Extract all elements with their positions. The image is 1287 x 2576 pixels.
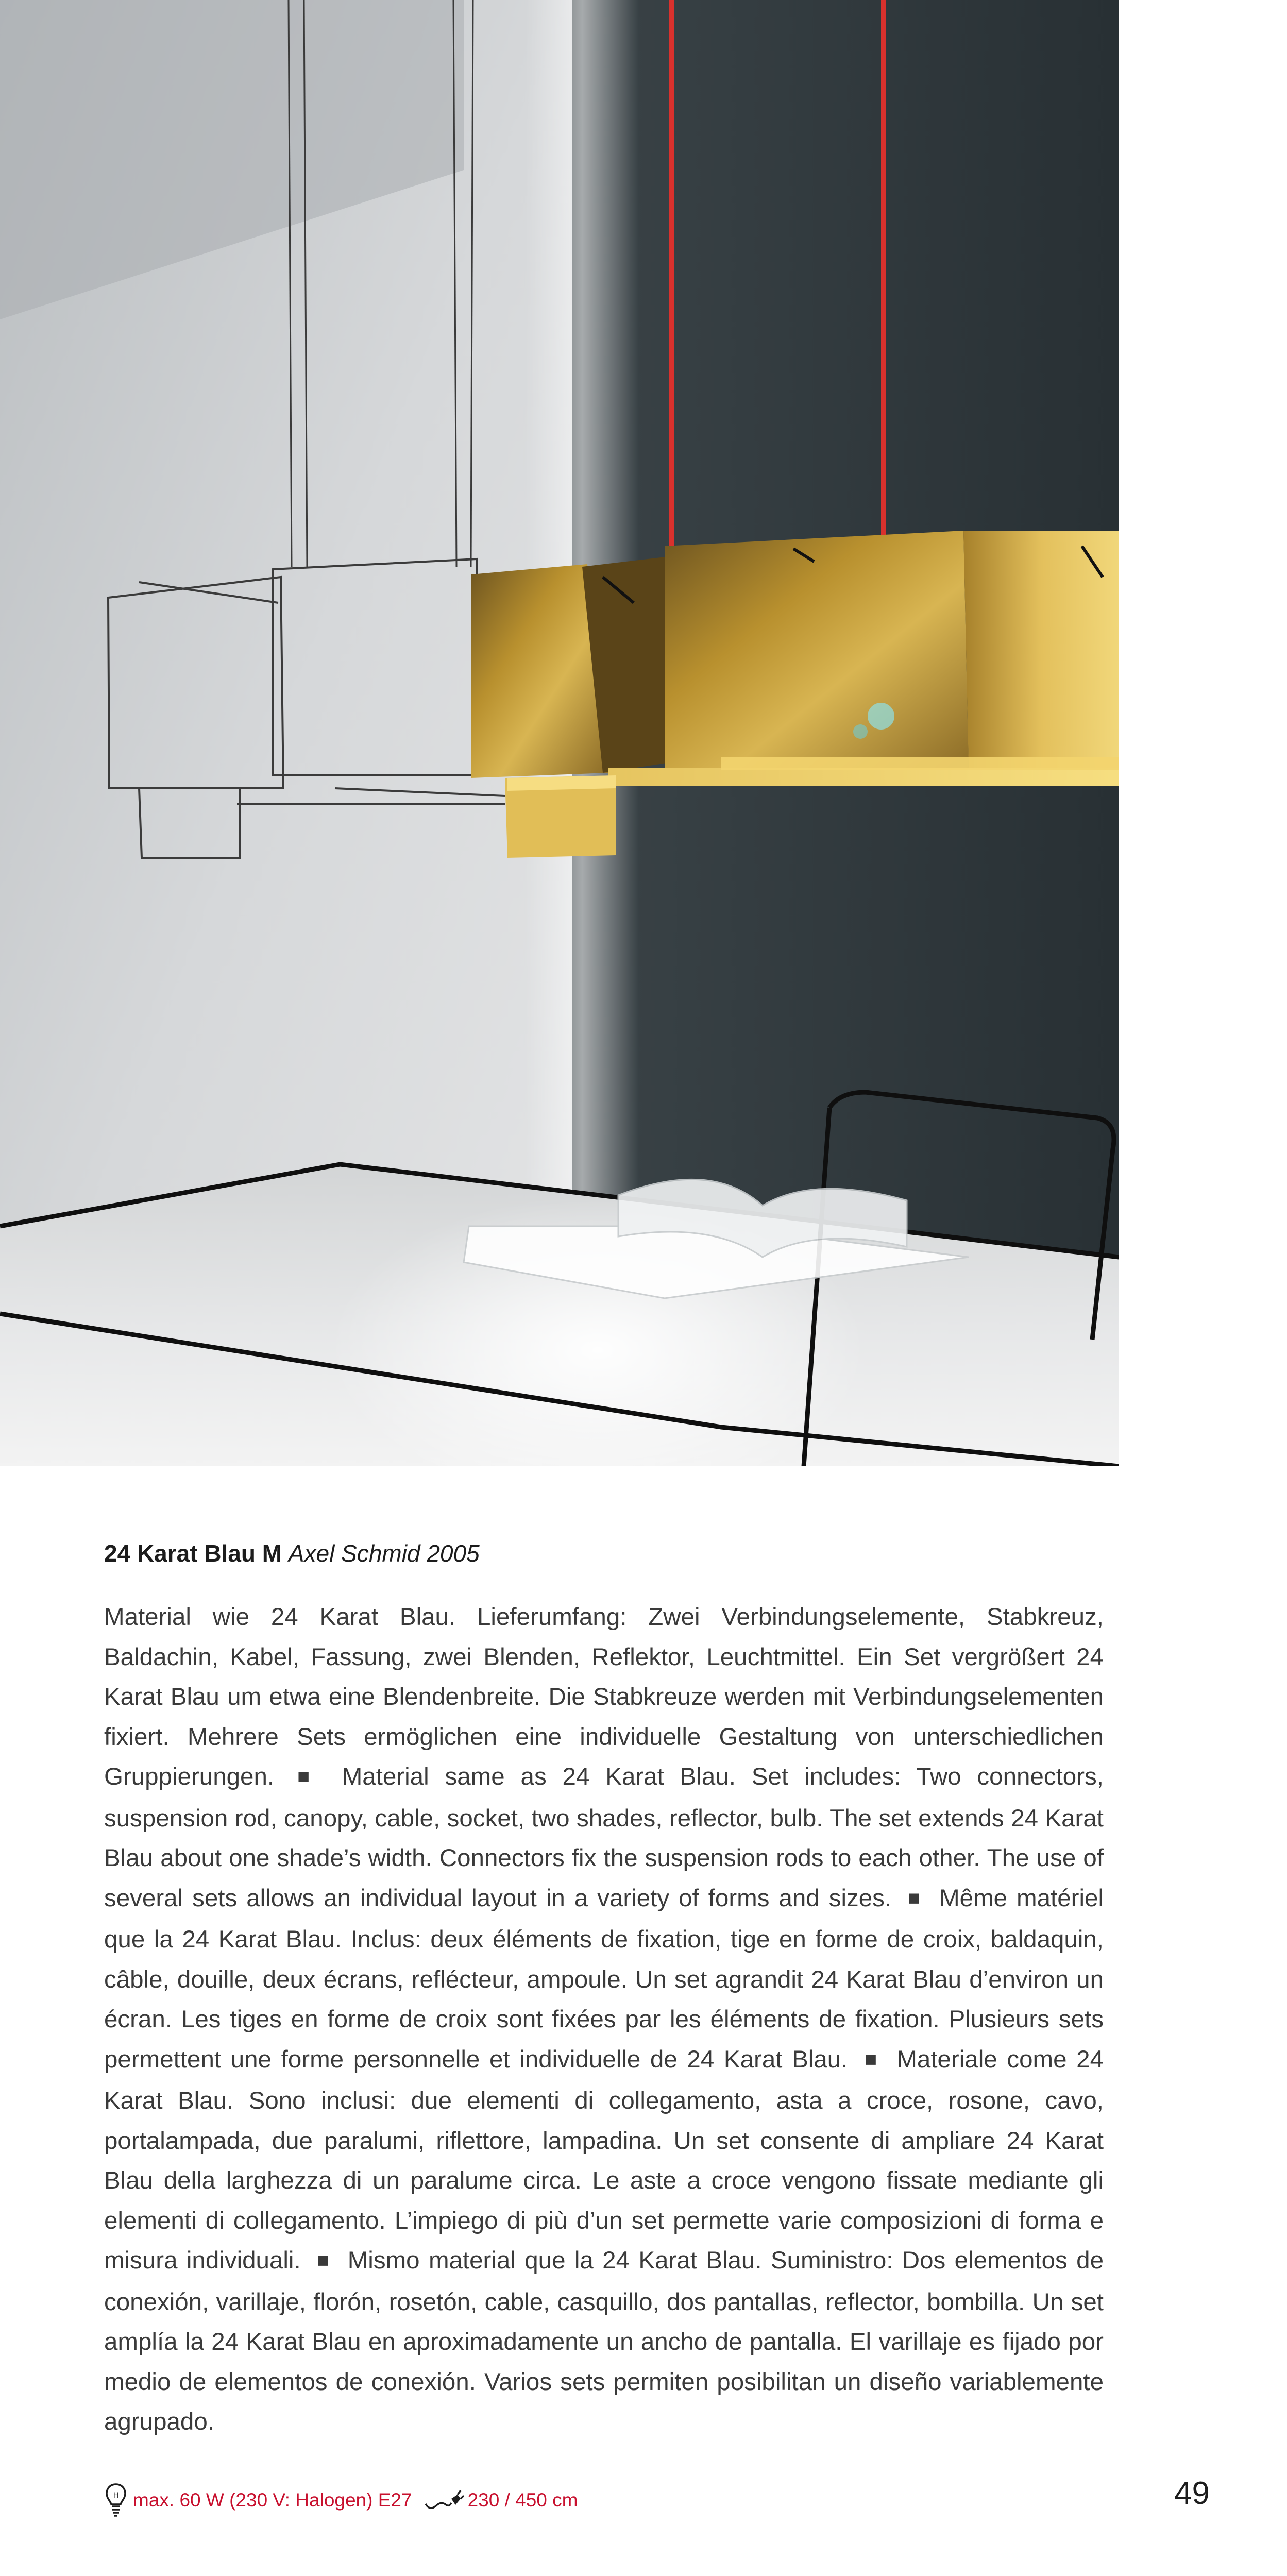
product-name: 24 Karat Blau M [104,1540,282,1567]
separator-square: ■ [317,2249,332,2272]
separator-square: ■ [908,1886,923,1909]
description-english: Material same as 24 Karat Blau. Set includes: Two connectors, suspension rod, canopy, cable, socket, two shades, reflector, bulb. The set extends 24 Karat Blau about one shade’s width. Connectors fix the suspension rods to each other. The use of several sets allows an individual layout in a variety of forms and sizes. [104,1763,1104,1912]
page-number: 49 [1174,2476,1210,2511]
lightbulb-icon [104,2482,128,2518]
separator-square: ■ [297,1765,319,1788]
description-german: Material wie 24 Karat Blau. Lieferumfang: Zwei Verbindungselemente, Stabkreuz, Baldachin, Kabel, Fassung, zwei Blenden, Reflektor, Leuchtmittel. Ein Set vergrößert 24 Karat Blau um etwa eine Blendenbreite. Die Stabkreuze werden mit Verbindungselementen fixiert. Mehrere Sets ermöglichen eine individuelle Gestaltung von unterschiedlichen Gruppierungen. [104,1603,1104,1790]
product-description [104,1597,1104,2442]
product-designer: Axel Schmid 2005 [288,1540,480,1567]
product-photo [0,0,1119,1466]
wattage-spec: max. 60 W (230 V: Halogen) E27 [133,2489,412,2511]
separator-square: ■ [865,2047,880,2071]
product-title [104,1538,1134,1569]
description-french: Même matériel que la 24 Karat Blau. Inclus: deux éléments de fixation, tige en forme de croix, baldaquin, câble, douille, deux écrans, reflécteur, ampoule. Un set agrandit 24 Karat Blau d’environ un écran. Les tiges en forme de croix sont fixées par les éléments de fixation. Plusieurs sets permettent une forme personnelle et individuelle de 24 Karat Blau. [104,1884,1104,2073]
cable-plug-icon [424,2487,464,2513]
svg-text:H: H [113,2492,119,2500]
cable-length-spec: 230 / 450 cm [467,2489,578,2511]
description-italian: Materiale come 24 Karat Blau. Sono inclusi: due elementi di collegamento, asta a croce, rosone, cavo, portalampada, due paralumi, riflettore, lampadina. Un set consente di ampliare 24 Karat Blau della larghezza di un paralume circa. Le aste a croce vengono fissate mediante gli elementi di collegamento. L’impiego di più d’un set permette varie composizioni di forma e misura individuali. [104,2045,1104,2274]
description-spanish: Mismo material que la 24 Karat Blau. Suministro: Dos elementos de conexión, varillaje, florón, rosetón, cable, casquillo, dos pantallas, reflector, bombilla. Un set amplía la 24 Karat Blau en aproximadamente un ancho de pantalla. El varillaje es fijado por medio de elementos de conexión. Varios sets permiten posibilitan un diseño variablemente agrupado. [104,2247,1104,2435]
technical-specs [104,2482,578,2518]
